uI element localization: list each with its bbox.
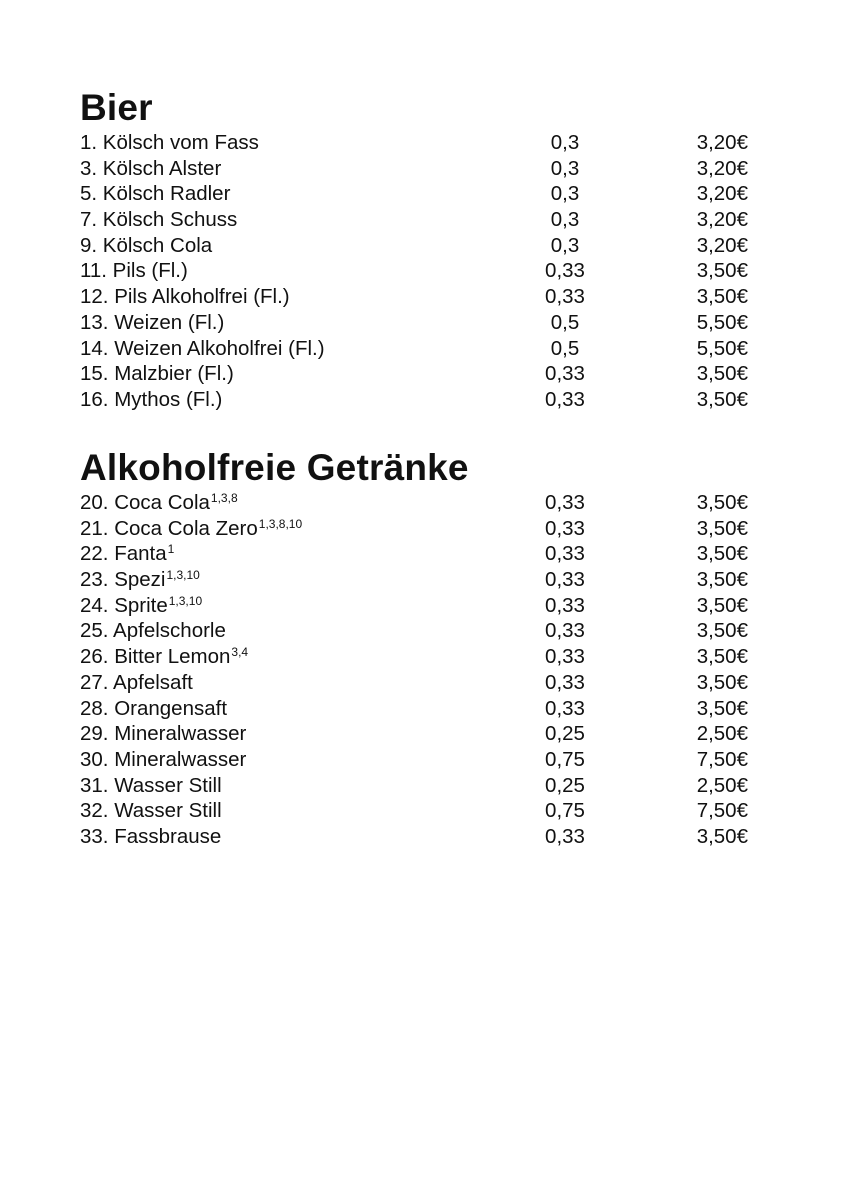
item-name	[80, 541, 174, 570]
menu-item	[80, 721, 770, 747]
item-name-text: 33. Fassbrause	[80, 824, 222, 848]
item-volume: 0,33	[545, 285, 585, 309]
item-name-text: 26. Bitter Lemon	[80, 645, 231, 669]
menu-item	[80, 181, 770, 207]
allergen-footnote: 1,3,8	[210, 491, 238, 505]
item-volume: 0,33	[545, 516, 585, 540]
menu-item	[80, 567, 770, 593]
item-price: 3,50€	[696, 285, 748, 309]
item-price: 3,20€	[696, 131, 748, 154]
item-name-text: 32. Wasser Still	[80, 799, 222, 823]
item-name-text: 9. Kölsch Cola	[80, 233, 213, 257]
item-price: 3,50€	[696, 491, 748, 514]
item-name	[80, 593, 202, 622]
item-name-text: 27. Apfelsaft	[80, 670, 193, 694]
item-name-text: 31. Wasser Still	[80, 773, 222, 797]
item-volume: 0,33	[545, 387, 585, 411]
item-price: 3,50€	[696, 568, 748, 592]
item-name	[80, 310, 224, 336]
item-name-text: 28. Orangensaft	[80, 696, 228, 720]
item-name-text: 14. Weizen Alkoholfrei (Fl.)	[80, 336, 325, 360]
menu-item	[80, 644, 770, 670]
item-name-text: 20. Coca Cola	[80, 491, 210, 514]
allergen-footnote: 1,3,10	[166, 568, 200, 583]
item-name-text: 1. Kölsch vom Fass	[80, 131, 259, 154]
item-volume: 0,33	[545, 824, 585, 848]
menu-item	[80, 258, 770, 284]
item-name	[80, 696, 227, 722]
item-price: 5,50€	[696, 336, 748, 360]
item-name	[80, 207, 237, 233]
item-volume: 0,5	[550, 336, 580, 360]
allergen-footnote: 3,4	[231, 645, 249, 660]
item-name-text: 7. Kölsch Schuss	[80, 208, 238, 232]
menu-item	[80, 156, 770, 182]
section-title: Alkoholfreie Getränke	[80, 447, 469, 488]
item-price: 5,50€	[696, 310, 748, 334]
item-name-text: 24. Sprite	[80, 593, 168, 617]
menu-item	[80, 490, 770, 516]
item-volume: 0,33	[545, 619, 585, 643]
item-price: 2,50€	[696, 722, 748, 746]
item-name	[80, 387, 222, 413]
item-name-text: 22. Fanta	[80, 542, 167, 566]
item-name	[80, 336, 325, 362]
menu-item	[80, 207, 770, 233]
menu-item	[80, 516, 770, 542]
item-volume: 0,75	[545, 799, 585, 823]
section-title: Bier	[80, 87, 153, 128]
item-volume: 0,33	[545, 670, 585, 694]
item-name-text: 3. Kölsch Alster	[80, 156, 222, 180]
item-name	[80, 773, 222, 799]
item-price: 3,50€	[696, 645, 748, 669]
item-volume: 0,33	[545, 696, 585, 720]
item-price: 3,50€	[696, 696, 748, 720]
item-name-text: 23. Spezi	[80, 568, 166, 592]
menu-item	[80, 773, 770, 799]
item-name-text: 21. Coca Cola Zero	[80, 516, 258, 540]
item-volume: 0,33	[545, 593, 585, 617]
item-volume: 0,3	[550, 182, 580, 206]
menu-item	[80, 593, 770, 619]
item-name-text: 11. Pils (Fl.)	[80, 259, 188, 283]
item-price: 3,50€	[696, 619, 748, 643]
section-alkoholfreie-getraenke	[80, 448, 770, 850]
item-price: 3,20€	[696, 233, 748, 257]
item-name-text: 25. Apfelschorle	[80, 619, 226, 643]
item-name	[80, 516, 302, 545]
menu-list	[80, 130, 770, 413]
item-volume: 0,75	[545, 747, 585, 771]
item-name	[80, 618, 226, 644]
item-name	[80, 156, 221, 182]
item-volume: 0,25	[545, 722, 585, 746]
item-name-text: 13. Weizen (Fl.)	[80, 310, 225, 334]
menu-item	[80, 798, 770, 824]
item-volume: 0,33	[545, 362, 585, 386]
item-price: 3,20€	[696, 208, 748, 232]
item-name-text: 30. Mineralwasser	[80, 747, 247, 771]
menu-item	[80, 696, 770, 722]
item-name-text: 12. Pils Alkoholfrei (Fl.)	[80, 285, 290, 309]
item-price: 3,50€	[696, 670, 748, 694]
item-price: 7,50€	[696, 747, 748, 771]
item-volume: 0,3	[550, 131, 580, 154]
item-name	[80, 721, 246, 747]
menu-item	[80, 618, 770, 644]
item-name-text: 5. Kölsch Radler	[80, 182, 231, 206]
item-price: 3,50€	[696, 824, 748, 848]
item-price: 3,50€	[696, 362, 748, 386]
item-price: 3,50€	[696, 542, 748, 566]
item-name	[80, 490, 238, 519]
menu-item	[80, 747, 770, 773]
item-name	[80, 361, 234, 387]
item-name	[80, 747, 246, 773]
menu-item	[80, 130, 770, 156]
item-volume: 0,5	[550, 310, 580, 334]
allergen-footnote: 1	[167, 542, 175, 557]
menu-item	[80, 387, 770, 413]
item-name	[80, 670, 193, 696]
item-price: 3,20€	[696, 156, 748, 180]
menu-item	[80, 336, 770, 362]
menu-item	[80, 361, 770, 387]
item-volume: 0,3	[550, 156, 580, 180]
item-volume: 0,33	[545, 542, 585, 566]
menu-item	[80, 541, 770, 567]
item-volume: 0,33	[545, 568, 585, 592]
menu-item	[80, 284, 770, 310]
menu-item	[80, 670, 770, 696]
menu-list	[80, 490, 770, 850]
item-name	[80, 284, 290, 310]
item-volume: 0,33	[545, 491, 585, 514]
item-price: 3,50€	[696, 516, 748, 540]
menu-item	[80, 310, 770, 336]
item-price: 3,50€	[696, 259, 748, 283]
item-name-text: 15. Malzbier (Fl.)	[80, 362, 234, 386]
item-volume: 0,33	[545, 645, 585, 669]
menu-item	[80, 824, 770, 850]
item-price: 3,50€	[696, 593, 748, 617]
item-name	[80, 181, 230, 207]
item-volume: 0,3	[550, 233, 580, 257]
item-price: 2,50€	[696, 773, 748, 797]
item-name	[80, 130, 259, 156]
item-price: 3,50€	[696, 387, 748, 411]
item-name	[80, 567, 200, 596]
allergen-footnote: 1,3,8,10	[258, 516, 303, 531]
item-name-text: 16. Mythos (Fl.)	[80, 387, 223, 411]
item-name	[80, 258, 188, 284]
item-volume: 0,33	[545, 259, 585, 283]
item-price: 3,20€	[696, 182, 748, 206]
item-price: 7,50€	[696, 799, 748, 823]
menu-item	[80, 233, 770, 259]
item-name	[80, 644, 248, 673]
item-volume: 0,3	[550, 208, 580, 232]
item-name-text: 29. Mineralwasser	[80, 722, 247, 746]
item-name	[80, 824, 221, 850]
section-bier	[80, 88, 770, 413]
item-name	[80, 233, 212, 259]
item-volume: 0,25	[545, 773, 585, 797]
item-name	[80, 798, 222, 824]
allergen-footnote: 1,3,10	[168, 593, 203, 608]
